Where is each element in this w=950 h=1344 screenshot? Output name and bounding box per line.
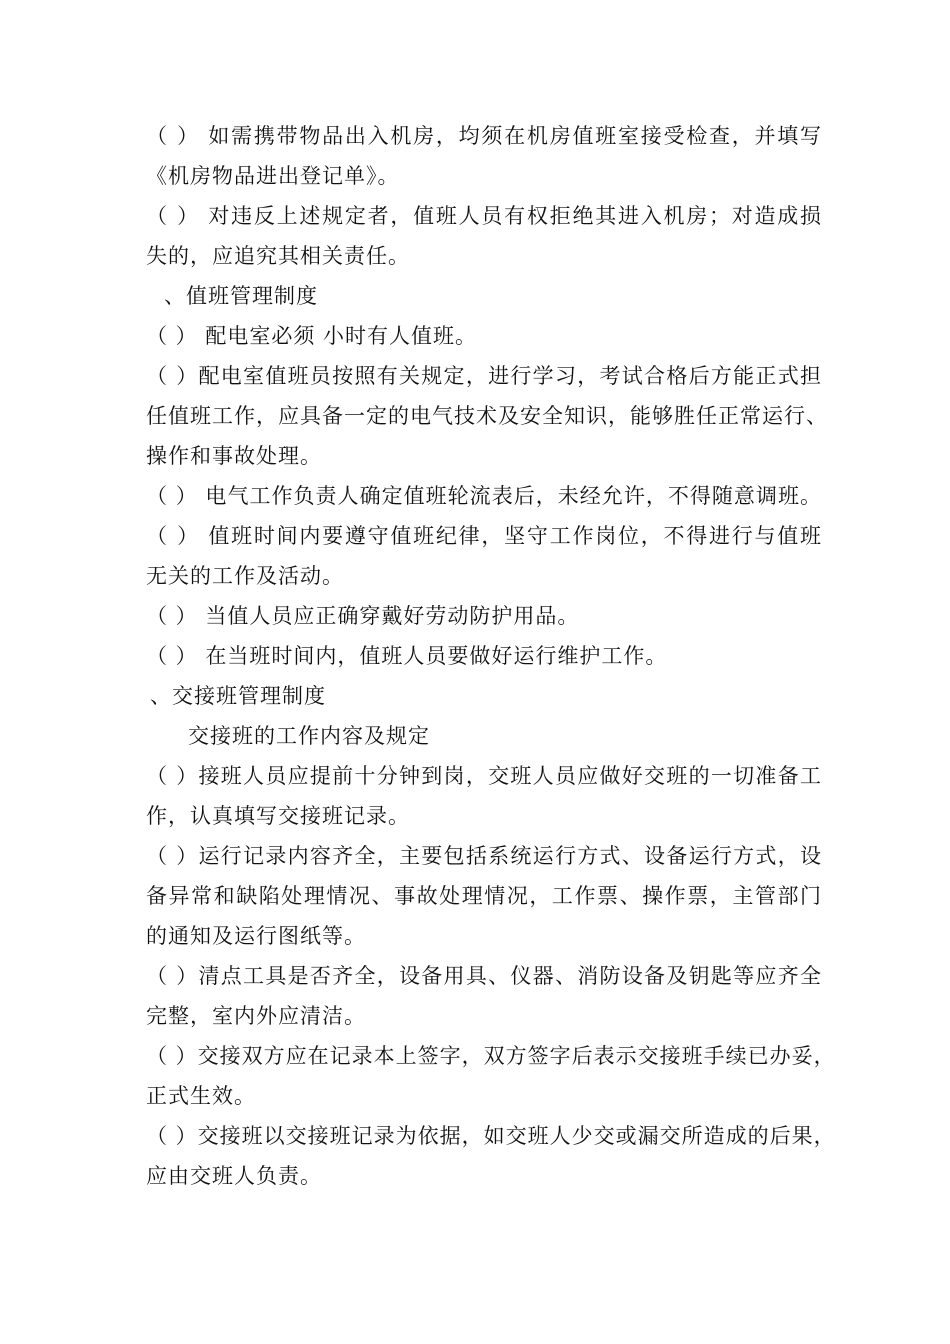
paragraph-line: 《机房物品进出登记单》。 [146,164,400,188]
paragraph-line: （ ）配电室值班员按照有关规定，进行学习，考试合格后方能正式担 [146,364,822,388]
paragraph-line: 无关的工作及活动。 [146,564,344,588]
paragraph-line: 任值班工作，应具备一定的电气技术及安全知识，能够胜任正常运行、 [146,404,828,428]
section-heading: 、值班管理制度 [164,284,318,308]
paragraph-line: （ ） 电气工作负责人确定值班轮流表后，未经允许，不得随意调班。 [146,484,822,508]
subsection-heading: 交接班的工作内容及规定 [188,724,430,748]
paragraph-line: 备异常和缺陷处理情况、事故处理情况，工作票、操作票，主管部门 [146,884,822,908]
document-body [146,116,836,1196]
paragraph-line: （ ）交接双方应在记录本上签字，双方签字后表示交接班手续已办妥， [146,1044,836,1068]
paragraph-line: 完整，室内外应清洁。 [146,1004,366,1028]
section-heading: 、交接班管理制度 [150,684,326,708]
paragraph-line: （ ） 对违反上述规定者，值班人员有权拒绝其进入机房；对造成损 [146,204,822,228]
paragraph-line: （ ） 配电室必须 小时有人值班。 [146,324,478,348]
paragraph-line: 作，认真填写交接班记录。 [146,804,410,828]
paragraph-line: 操作和事故处理。 [146,444,322,468]
paragraph-line: （ ） 如需携带物品出入机房，均须在机房值班室接受检查，并填写 [146,124,822,148]
paragraph-line: 的通知及运行图纸等。 [146,924,366,948]
paragraph-line: （ ）交接班以交接班记录为依据，如交班人少交或漏交所造成的后果， [146,1124,836,1148]
paragraph-line: 应由交班人负责。 [146,1164,322,1188]
paragraph-line: （ ）运行记录内容齐全，主要包括系统运行方式、设备运行方式，设 [146,844,822,868]
paragraph-line: （ ） 在当班时间内，值班人员要做好运行维护工作。 [146,644,668,668]
paragraph-line: （ ）清点工具是否齐全，设备用具、仪器、消防设备及钥匙等应齐全 [146,964,822,988]
paragraph-line: 正式生效。 [146,1084,256,1108]
paragraph-line: （ ）接班人员应提前十分钟到岗，交班人员应做好交班的一切准备工 [146,764,822,788]
paragraph-line: 失的，应追究其相关责任。 [146,244,410,268]
paragraph-line: （ ） 当值人员应正确穿戴好劳动防护用品。 [146,604,580,628]
paragraph-line: （ ） 值班时间内要遵守值班纪律，坚守工作岗位，不得进行与值班 [146,524,822,548]
